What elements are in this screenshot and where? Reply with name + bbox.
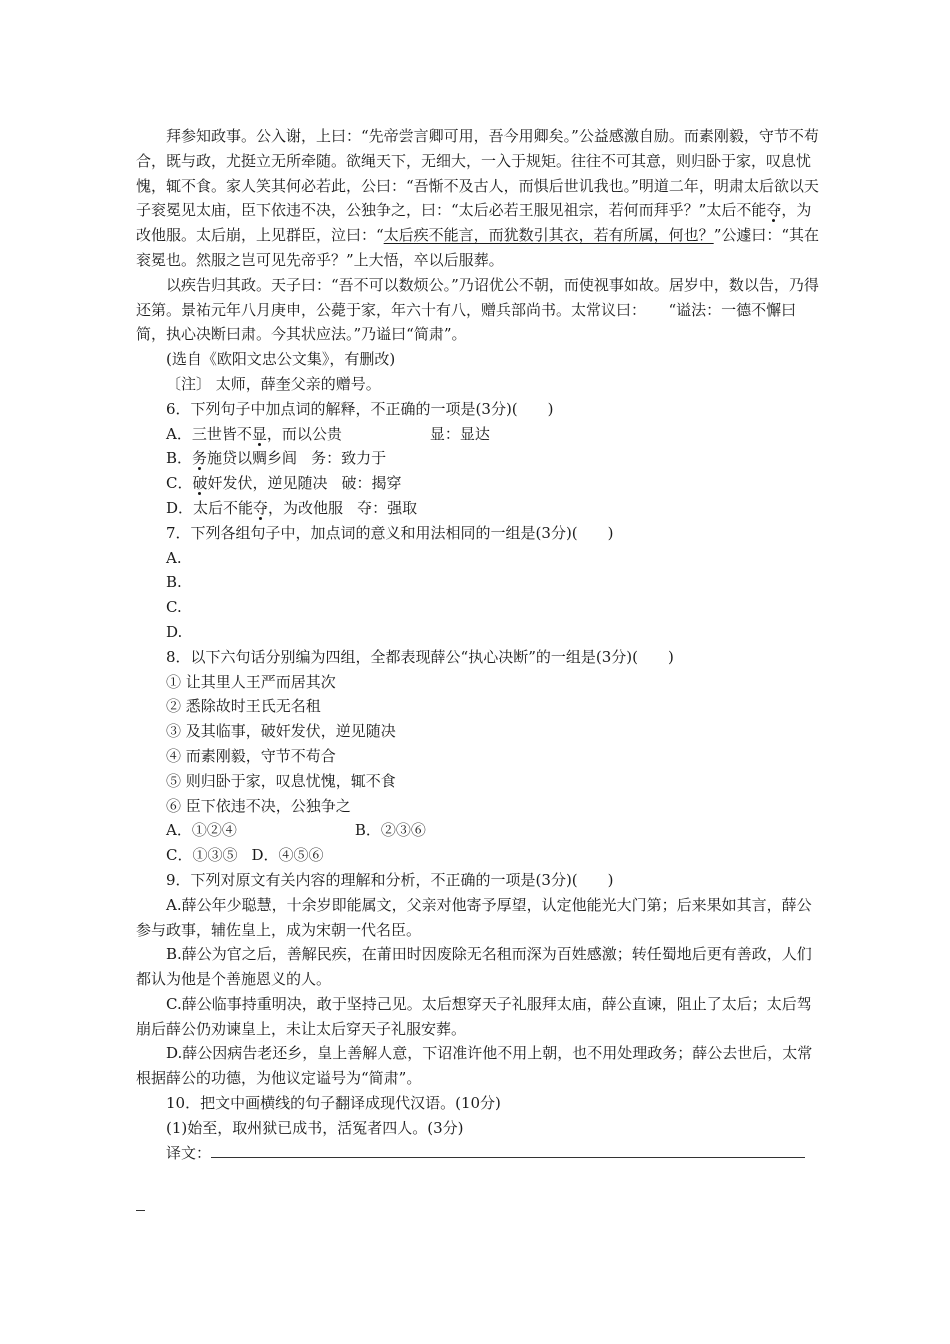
- q8-option-b: B．②③⑥: [354, 821, 426, 840]
- q8-options-cd: [136, 843, 824, 868]
- source-citation: (选自《欧阳文忠公文集》，有删改): [166, 350, 396, 369]
- q6-option-b: B．务施贷以赒乡闾 务：致力于: [166, 449, 387, 468]
- q7-stem: 7．下列各组句子中，加点词的意义和用法相同的一组是(3分)( ): [166, 523, 614, 542]
- emphasis-dot-char: 务: [192, 449, 208, 468]
- passage-paragraph-2: 以疾告归其政。天子曰：“吾不可以数烦公。”乃诏优公不朝，而使视事如故。居岁中，数以告，乃得还第。景祐元年八月庚申，公薨于家，年六十有八，赠兵部尚书。太常议曰： “谥法：一德不懈曰简，执心决断曰肃。今其状应法。”乃谥曰“简肃”。: [136, 275, 819, 344]
- q9-option-b: B.薛公为官之后，善解民疾，在莆田时因废除无名租而深为百姓感激；转任蜀地后更有善政，人们都认为他是个善施恩义的人。: [136, 945, 812, 989]
- q10-stem: 10．把文中画横线的句子翻译成现代汉语。(10分): [166, 1094, 501, 1113]
- q9-stem: 9．下列对原文有关内容的理解和分析，不正确的一项是(3分)( ): [166, 870, 614, 889]
- q8-item-4: ④ 而素刚毅，守节不苟合: [166, 746, 336, 765]
- answer-line[interactable]: [211, 1143, 805, 1158]
- q7-option-b: B.: [166, 573, 182, 592]
- footnote: 〔注〕 太师，薛奎父亲的赠号。: [166, 374, 381, 393]
- q8-option-d: D．④⑤⑥: [251, 846, 324, 865]
- q6-option-c: C．破奸发伏，逆见随决 破：揭穿: [166, 474, 402, 493]
- q7-option-d: D.: [166, 622, 183, 641]
- q8-options-ab: [136, 818, 824, 843]
- q8-item-2: ② 悉除故时王氏无名租: [166, 697, 321, 716]
- q8-item-3: ③ 及其临事，破奸发伏，逆见随决: [166, 722, 396, 741]
- emphasis-dot-char: 夺: [253, 498, 269, 517]
- underlined-sentence: 太后疾不能言，而犹数引其衣，若有所属，何也？: [383, 226, 714, 245]
- emphasis-dot-char: 破: [192, 474, 208, 493]
- q8-option-a: A．①②④: [166, 821, 237, 840]
- q6-stem: 6．下列句子中加点词的解释，不正确的一项是(3分)( ): [166, 399, 554, 418]
- q7-option-a: A.: [166, 548, 182, 567]
- passage-paragraph-1: 拜参知政事。公入谢，上曰：“先帝尝言卿可用，吾今用卿矣。”公益感激自励。而素刚毅，守节不苟合，既与政，尤挺立无所牵随。欲绳天下，无细大，一入于规矩。往往不可其意，则归卧于家，叹息忧愧，辄不食。家人笑其何必若此，公曰：“吾惭不及古人，而惧后世讥我也。”明道二年，明肃太后欲以天子衮冕见太庙，臣下依违不决，公独争之，曰：“太后必若王服见祖宗，若何而拜乎？”太后不能夺，为改他服。太后崩，上见群臣，泣曰：“太后疾不能言，而犹数引其衣，若有所属，何也？”公遽曰：“其在衮冕也。然服之岂可见先帝乎？”上大悟，卒以后服葬。: [136, 127, 820, 269]
- answer-label: 译文：: [166, 1143, 212, 1162]
- q8-item-6: ⑥ 臣下依违不决，公独争之: [166, 796, 351, 815]
- emphasis-dot-char: 显: [251, 424, 267, 443]
- q9-option-d: D.薛公因病告老还乡，皇上善解人意，下诏准许他不用上朝，也不用处理政务；薛公去世后，太常根据薛公的功德，为他议定谥号为“简肃”。: [136, 1044, 813, 1088]
- q9-option-a: A.薛公年少聪慧，十余岁即能属文，父亲对他寄予厚望，认定他能光大门第；后来果如其言，薛公参与政事，辅佐皇上，成为宋朝一代名臣。: [136, 895, 812, 939]
- continuation-dash: [136, 1210, 145, 1211]
- q10-answer-row: [136, 1141, 824, 1166]
- q8-item-5: ⑤ 则归卧于家，叹息忧愧，辄不食: [166, 771, 396, 790]
- q10-sub-1: (1)始至，取州狱已成书，活冤者四人。(3分): [166, 1118, 464, 1137]
- emphasis-dot-char: 夺: [766, 201, 782, 220]
- q8-item-1: ① 让其里人王严而居其次: [166, 672, 336, 691]
- document-page: [136, 124, 824, 1165]
- q8-option-c: C．①③⑤: [166, 846, 238, 865]
- q6-option-a: A．三世皆不显，而以公贵 显：显达: [166, 424, 490, 443]
- q9-option-c: C.薛公临事持重明决，敢于坚持己见。太后想穿天子礼服拜太庙，薛公直谏，阻止了太后；太后驾崩后薛公仍劝谏皇上，未让太后穿天子礼服安葬。: [136, 994, 812, 1038]
- q8-stem: 8．以下六句话分别编为四组，全都表现薛公“执心决断”的一组是(3分)( ): [166, 647, 674, 666]
- q7-option-c: C.: [166, 598, 182, 617]
- q6-option-d: D．太后不能夺，为改他服 夺：强取: [166, 498, 418, 517]
